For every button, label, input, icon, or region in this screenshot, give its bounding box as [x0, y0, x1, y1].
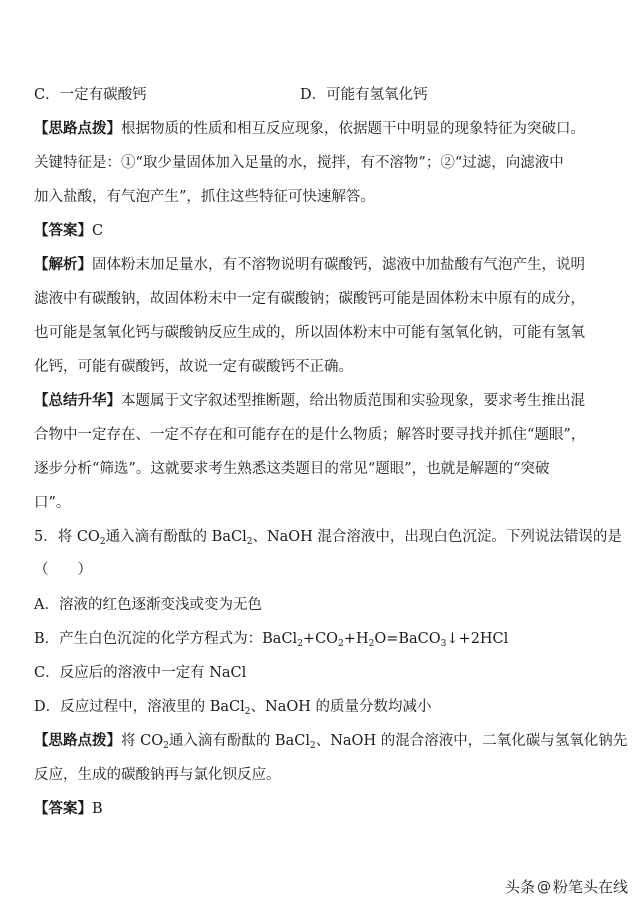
q5-option-d-part: 、NaOH 的质量分数均减小	[250, 699, 432, 715]
q4-hint-line-2: 关键特征是：①“取少量固体加入足量的水，搅拌，有不溶物”；②“过滤，向滤液中	[34, 155, 564, 171]
q5-answer-blank: （ ）	[34, 562, 92, 578]
q5-answer-value: B	[92, 801, 103, 817]
q5-hint-sub: 2	[309, 741, 316, 751]
watermark	[505, 876, 628, 897]
q4-summary-line-2: 合物中一定存在、一定不存在和可能存在的是什么物质；解答时要寻找并抓住“题眼”，	[34, 427, 586, 443]
q4-summary-line-4: 口”。	[34, 495, 71, 511]
q5-option-d-part: D．反应过程中，溶液里的 BaCl	[34, 699, 245, 715]
q5-option-b-sub: 2	[368, 639, 375, 649]
q4-analysis-line-3: 也可能是氢氧化钙与碳酸钠反应生成的，所以固体粉末中可能有氢氧化钠，可能有氢氧	[34, 325, 585, 341]
q5-hint-tag: 【思路点拨】	[34, 732, 121, 749]
q5-stem-sub: 2	[246, 537, 253, 547]
q4-analysis-line-1	[34, 255, 585, 275]
q5-option-c: C．反应后的溶液中一定有 NaCl	[34, 665, 247, 681]
q4-option-d: D．可能有氢氧化钙	[300, 87, 428, 103]
q4-summary-line-1	[34, 391, 585, 411]
q4-answer-tag: 【答案】	[34, 222, 92, 239]
q5-option-b-sub: 2	[338, 639, 344, 649]
q5-option-a: A．溶液的红色逐渐变浅或变为无色	[34, 597, 262, 613]
q5-hint-sub: 2	[163, 741, 169, 751]
q4-hint-text-1: 根据物质的性质和相互反应现象，依据题干中明显的现象特征为突破口。	[121, 121, 585, 137]
q5-stem-part: 通入滴有酚酞的 BaCl	[105, 529, 247, 545]
q5-hint-part: 通入滴有酚酞的 BaCl	[168, 733, 310, 749]
q4-hint-line-3: 加入盐酸，有气泡产生”，抓住这些特征可快速解答。	[34, 189, 375, 205]
q5-option-b	[34, 629, 508, 649]
q5-stem-sub: 2	[99, 537, 106, 547]
q5-hint-part: 、NaOH 的混合溶液中，二氧化碳与氢氧化钠先	[315, 733, 628, 749]
q5-option-d	[34, 697, 432, 717]
q5-stem-part: 、NaOH 混合溶液中，出现白色沉淀。下列说法错误的是	[252, 529, 622, 545]
q5-hint-line-1	[34, 731, 627, 751]
q4-analysis-line-2: 滤液中有碳酸钠，故固体粉末中一定有碳酸钠；碳酸钙可能是固体粉末中原有的成分，	[34, 291, 585, 307]
q4-analysis-text-1: 固体粉末加足量水，有不溶物说明有碳酸钙，滤液中加盐酸有气泡产生，说明	[92, 257, 585, 273]
watermark-prefix: 头条	[504, 878, 535, 896]
q4-hint-line-1	[34, 119, 585, 139]
q5-answer	[34, 799, 103, 819]
q4-hint-tag: 【思路点拨】	[34, 120, 121, 137]
q4-option-c: C．一定有碳酸钙	[34, 87, 147, 103]
q5-option-b-part: B．产生白色沉淀的化学方程式为：BaCl	[34, 631, 298, 647]
watermark-at: @	[536, 878, 551, 895]
q4-summary-tag: 【总结升华】	[34, 392, 121, 409]
q5-stem	[34, 527, 622, 547]
q5-answer-tag: 【答案】	[34, 800, 92, 817]
q5-option-b-sub: 3	[440, 639, 447, 649]
q5-option-b-part: O=BaCO	[374, 631, 441, 647]
q4-answer-value: C	[92, 223, 104, 239]
q5-hint-part: 将 CO	[121, 733, 164, 749]
q5-hint-line-2: 反应，生成的碳酸钠再与氯化钡反应。	[34, 767, 281, 783]
q5-option-b-part: +H	[343, 631, 369, 647]
q5-option-d-sub: 2	[244, 707, 251, 717]
q5-stem-part: 5．将 CO	[34, 529, 100, 545]
q5-option-b-part: +CO	[302, 631, 339, 647]
q4-analysis-line-4: 化钙，可能有碳酸钙，故说一定有碳酸钙不正确。	[34, 359, 353, 375]
q4-summary-text-1: 本题属于文字叙述型推断题，给出物质范围和实验现象，要求考生推出混	[121, 393, 585, 409]
q4-summary-line-3: 逐步分析“筛选”。这就要求考生熟悉这类题目的常见“题眼”，也就是解题的“突破	[34, 461, 550, 477]
q4-analysis-tag: 【解析】	[34, 256, 92, 273]
watermark-name: 粉笔头在线	[552, 878, 628, 896]
q5-option-b-sub: 2	[297, 639, 303, 649]
q4-answer	[34, 221, 103, 241]
q5-option-b-part: ↓+2HCl	[446, 631, 509, 647]
